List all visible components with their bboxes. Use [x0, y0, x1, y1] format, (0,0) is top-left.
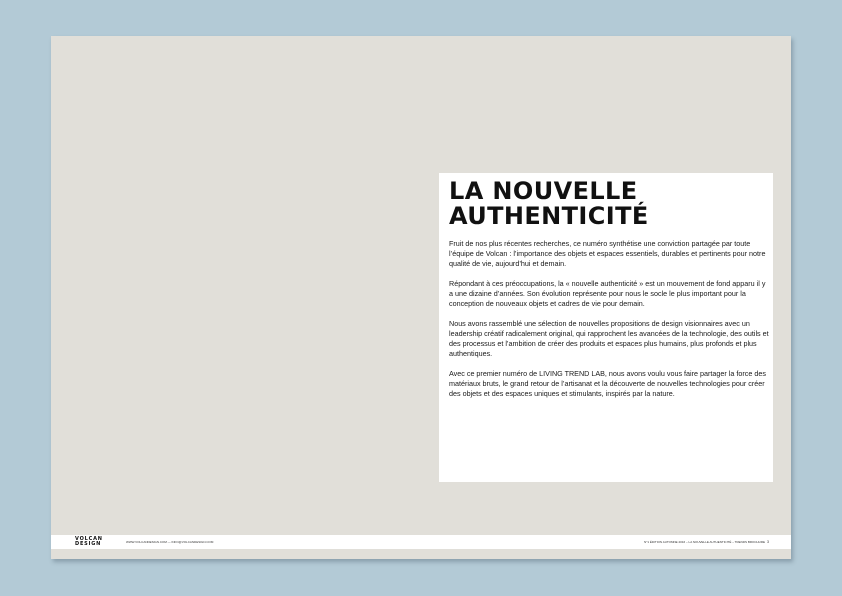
article-paragraph: Nous avons rassemblé une sélection de nouvelles propositions de design visionnaires avec un leadership créatif radicalement original, qui rapprochent les avancées de la technologie, des outils et des processus et l’ambition de créer des produits et espaces plus humains, plus profonds et plus authentiques. [449, 319, 769, 358]
logo-line-volcan: VOLCAN [75, 536, 103, 542]
article-paragraph: Avec ce premier numéro de LIVING TREND LAB, nous avons voulu vous faire partager la force des matériaux bruts, le grand retour de l’artisanat et la découverte de nouvelles technologies pour créer des objets et des espaces uniques et stimulants, inspirés par la nature. [449, 369, 766, 398]
article-title: LA NOUVELLE AUTHENTICITÉ [449, 177, 649, 230]
brochure-page [51, 36, 791, 559]
page-footer [51, 535, 791, 549]
footer-edition-label: N°1 ÉDITION AUTOMNE 2016 – LA NOUVELLE AUTHENTICITÉ – TRENDS BROCHURE [644, 540, 765, 544]
article-body [449, 239, 771, 409]
volcan-design-logo [75, 537, 103, 547]
logo-line-design: DESIGN [75, 541, 102, 547]
footer-contact-text: WWW.VOLCANDESIGN.COM — INFO@VOLCANDESIGN.COM [126, 540, 214, 544]
page-number: 3 [767, 540, 769, 544]
article-card [439, 173, 773, 482]
footer-edition-text [644, 540, 765, 544]
article-paragraph: Fruit de nos plus récentes recherches, ce numéro synthétise une conviction partagée par toute l’équipe de Volcan : l’importance des objets et espaces essentiels, durables et pertinents pour notre qualité de vie, aujourd’hui et demain. [449, 239, 766, 268]
article-paragraph: Répondant à ces préoccupations, la « nouvelle authenticité » est un mouvement de fond apparu il y a une dizaine d’années. Son évolution représente pour nous le socle le plus important pour la conception de nouveaux objets et cadres de vie pour demain. [449, 279, 766, 308]
